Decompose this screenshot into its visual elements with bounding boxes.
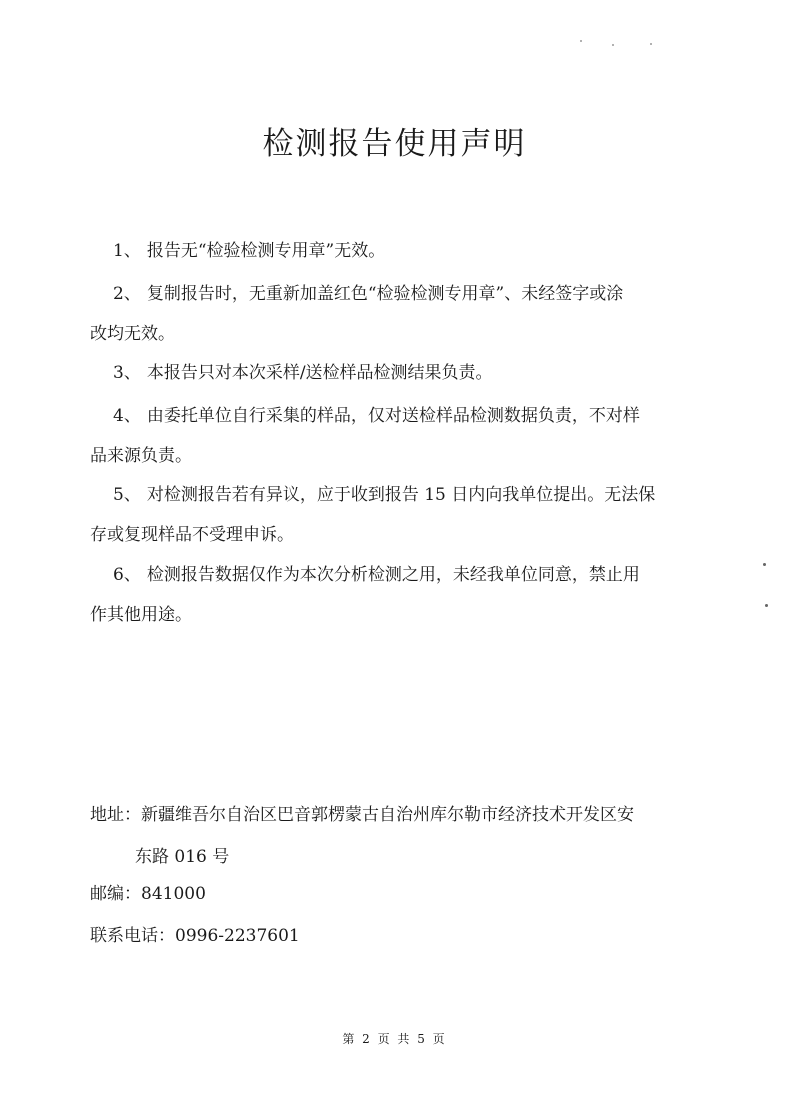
address-line-continued: 东路 016 号 <box>135 847 230 867</box>
scan-speck <box>765 604 768 607</box>
clause-6 <box>90 555 688 635</box>
phone-number: 联系电话：0996-2237601 <box>90 926 300 946</box>
page-title: 检测报告使用声明 <box>262 126 527 162</box>
clause-number: 1、 <box>113 241 141 261</box>
scan-speck <box>580 40 582 42</box>
clause-3 <box>113 353 688 393</box>
clause-text: 检测报告数据仅作为本次分析检测之用，未经我单位同意，禁止用 <box>146 565 640 585</box>
address-line: 地址：新疆维吾尔自治区巴音郭楞蒙古自治州库尔勒市经济技术开发区安 <box>90 805 634 825</box>
clause-number: 6、 <box>113 565 141 585</box>
clause-number: 2、 <box>113 284 141 304</box>
clause-text: 由委托单位自行采集的样品，仅对送检样品检测数据负责，不对样 <box>146 406 640 426</box>
clause-text: 复制报告时，无重新加盖红色“检验检测专用章”、未经签字或涂 <box>146 284 624 304</box>
clause-text-continued: 存或复现样品不受理申诉。 <box>90 525 294 545</box>
clause-1 <box>113 231 688 271</box>
clause-text: 对检测报告若有异议，应于收到报告 15 日内向我单位提出。无法保 <box>146 485 656 505</box>
scan-speck <box>650 43 652 45</box>
clause-text-continued: 品来源负责。 <box>90 446 192 466</box>
clause-text: 报告无“检验检测专用章”无效。 <box>146 241 386 261</box>
clause-number: 3、 <box>113 363 141 383</box>
page-number: 第 2 页 共 5 页 <box>342 1032 447 1046</box>
clause-text: 本报告只对本次采样/送检样品检测结果负责。 <box>146 363 493 383</box>
postcode: 邮编：841000 <box>90 884 206 904</box>
clause-number: 5、 <box>113 485 141 505</box>
clause-text-continued: 作其他用途。 <box>90 605 192 625</box>
clause-number: 4、 <box>113 406 141 426</box>
scan-speck <box>763 563 766 566</box>
clause-text-continued: 改均无效。 <box>90 324 175 344</box>
scan-speck <box>612 44 614 46</box>
clause-5 <box>90 475 688 555</box>
clause-4 <box>90 396 688 476</box>
clause-2 <box>90 274 688 354</box>
